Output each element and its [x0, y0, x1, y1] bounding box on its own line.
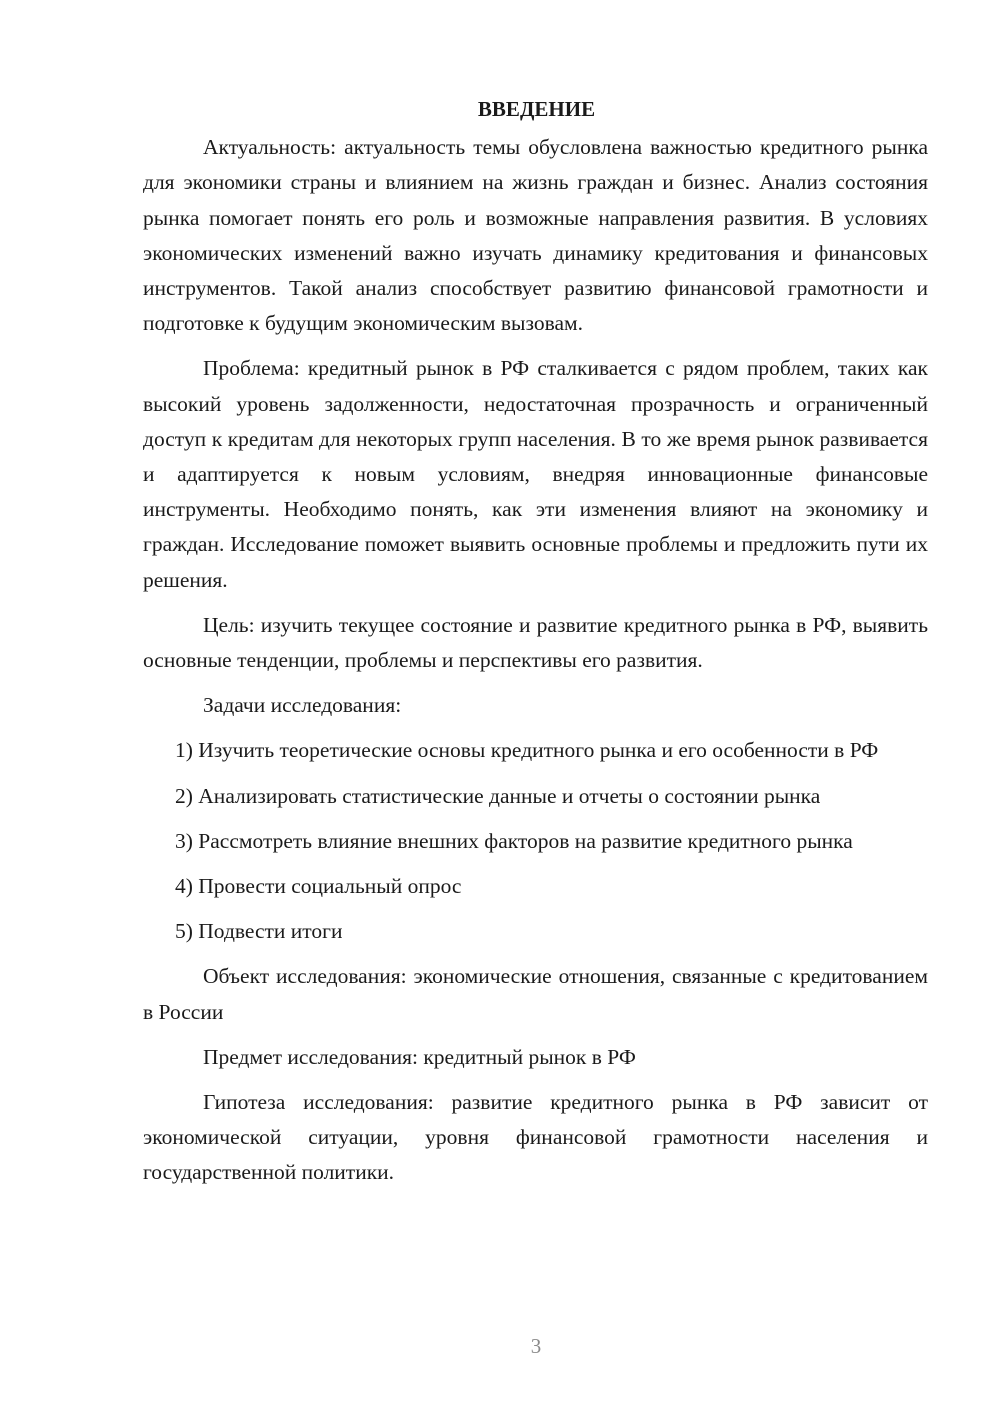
task-item-4: 4) Провести социальный опрос — [175, 874, 462, 899]
document-page — [143, 92, 928, 1191]
task-item-2: 2) Анализировать статистические данные и отчеты о состоянии рынка — [175, 783, 821, 808]
goal-paragraph: Цель: изучить текущее состояние и развитие кредитного рынка в РФ, выявить основные тенденции, проблемы и перспективы его развития. — [143, 612, 928, 673]
problem-paragraph: Проблема: кредитный рынок в РФ сталкивается с рядом проблем, таких как высокий уровень задолженности, недостаточная прозрачность и ограниченный доступ к кредитам для некоторых групп населения. В то же время рынок развивается и адаптируется к новым условиям, внедряя инновационные финансовые инструменты. Необходимо понять, как эти изменения влияют на экономику и граждан. Исследование поможет выявить основные проблемы и предложить пути их решения. — [143, 356, 928, 592]
hypothesis-paragraph: Гипотеза исследования: развитие кредитного рынка в РФ зависит от экономической ситуации, уровня финансовой грамотности населения и государственной политики. — [143, 1090, 928, 1185]
object-paragraph: Объект исследования: экономические отношения, связанные с кредитованием в России — [143, 964, 928, 1024]
task-item-3: 3) Рассмотреть влияние внешних факторов на развитие кредитного рынка — [175, 828, 853, 853]
relevance-paragraph: Актуальность: актуальность темы обусловлена важностью кредитного рынка для экономики страны и влиянием на жизнь граждан и бизнес. Анализ состояния рынка помогает понять его роль и возможные направления развития. В условиях экономических изменений важно изучать динамику кредитования и финансовых инструментов. Такой анализ способствует развитию финансовой грамотности и подготовке к будущим экономическим вызовам. — [143, 135, 928, 336]
task-item-1: 1) Изучить теоретические основы кредитного рынка и его особенности в РФ — [175, 738, 879, 763]
task-item-5: 5) Подвести итоги — [175, 919, 343, 944]
document-title: ВВЕДЕНИЕ — [477, 97, 596, 121]
subject-paragraph: Предмет исследования: кредитный рынок в РФ — [203, 1044, 636, 1069]
tasks-heading: Задачи исследования: — [203, 693, 402, 718]
page-number: 3 — [530, 1334, 542, 1358]
